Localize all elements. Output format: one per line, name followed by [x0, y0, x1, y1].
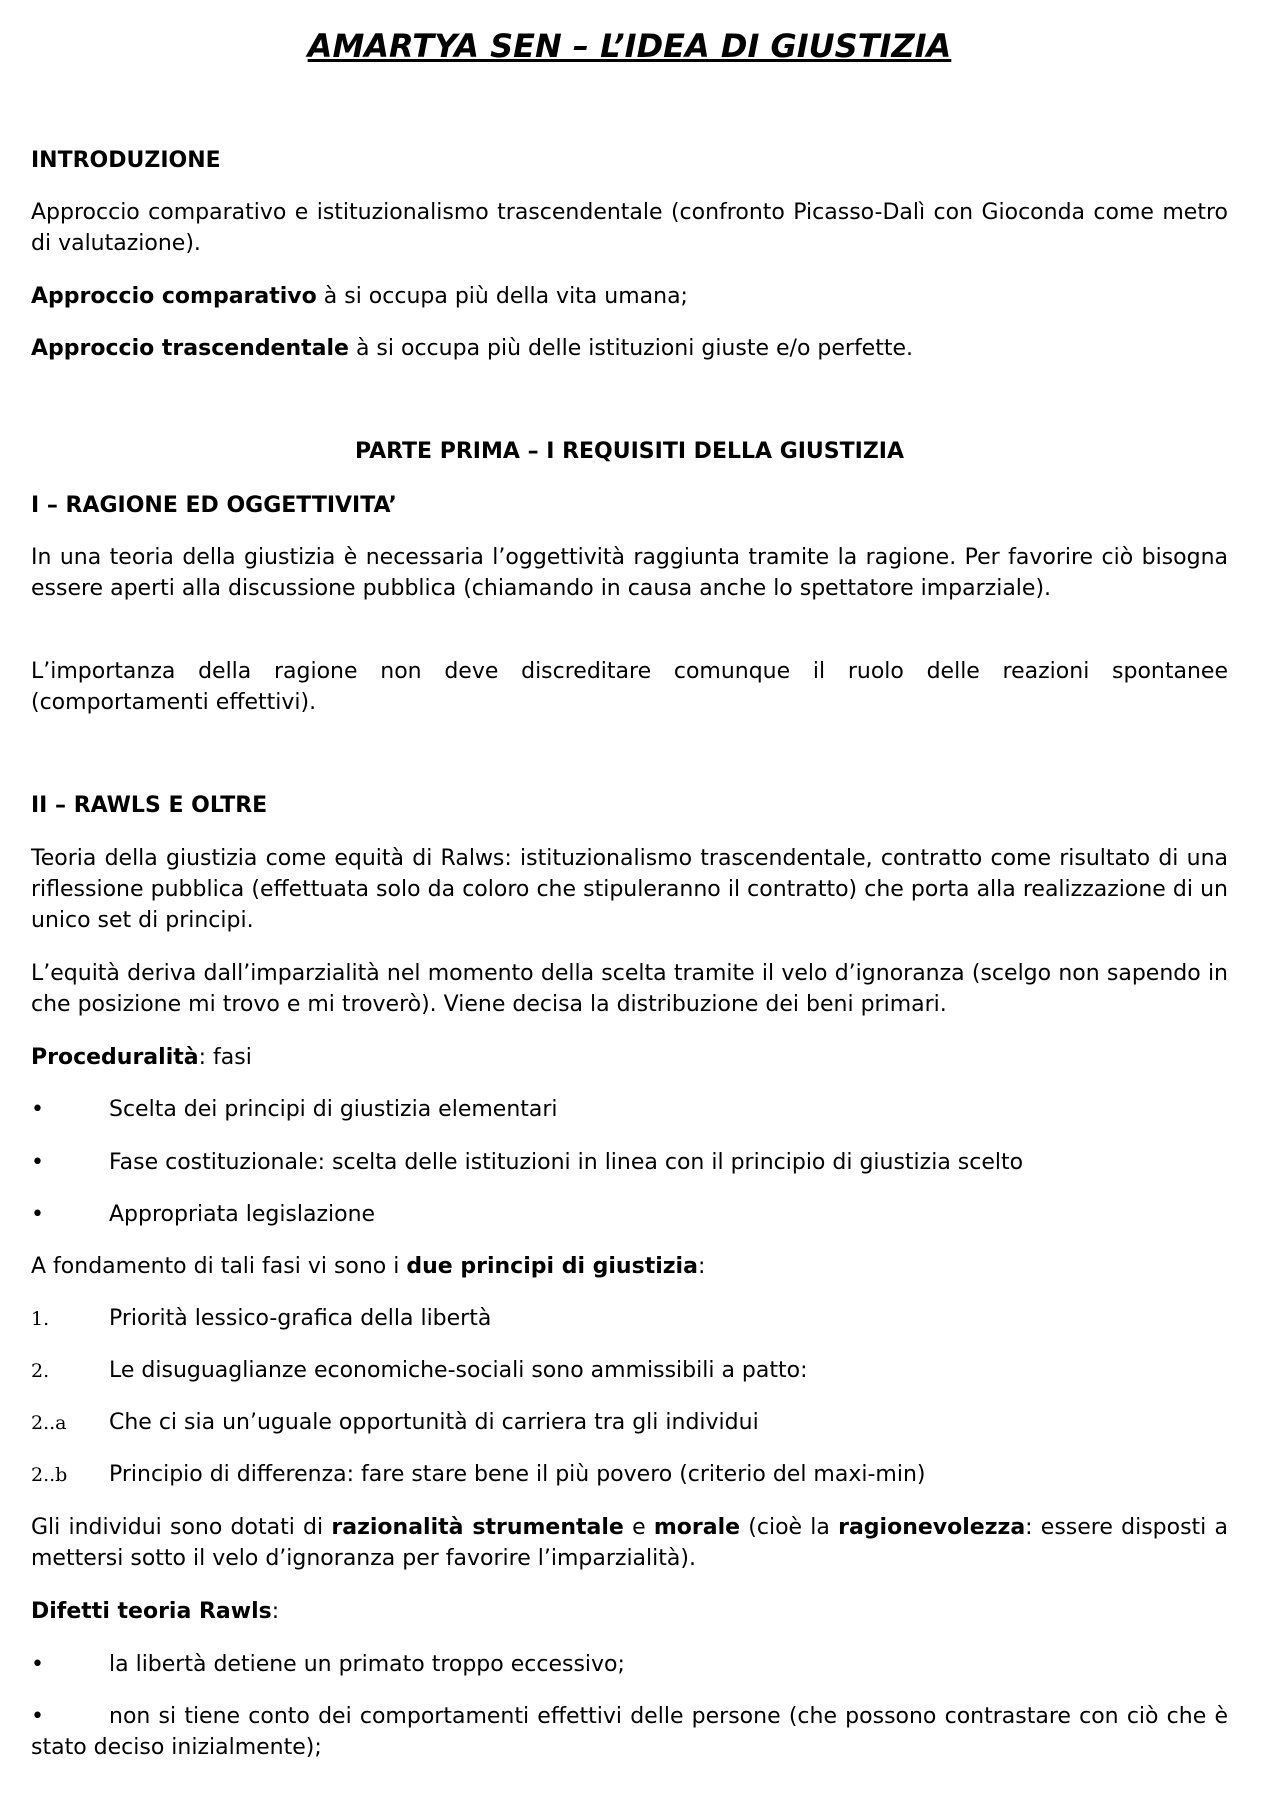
- trascendentale-line: [31, 333, 1228, 364]
- page-title: AMARTYA SEN – L’IDEA DI GIUSTIZIA: [307, 27, 952, 65]
- trascendentale-label: Approccio trascendentale: [31, 336, 349, 361]
- proceduralita-label: Proceduralità: [31, 1045, 199, 1070]
- individui-mid-2: (cioè la: [740, 1515, 839, 1540]
- section2-paragraph-1: Teoria della giustizia come equità di Ralws: istituzionalismo trascendentale, contratto come risultato di una riflessione pubblica (effettuata solo da coloro che stipuleranno il contratto) che porta alla realizzazione di un unico set di principi.: [31, 846, 1228, 933]
- bullet-marker: •: [31, 1097, 44, 1122]
- list-item-text: Che ci sia un’uguale opportunità di carriera tra gli individui: [109, 1410, 759, 1435]
- bullet-marker: •: [31, 1704, 44, 1729]
- section1-paragraph-1: In una teoria della giustizia è necessaria l’oggettività raggiunta tramite la ragione. Per favorire ciò bisogna essere aperti alla discussione pubblica (chiamando in causa anche lo spettatore imparziale).: [31, 545, 1228, 601]
- fondamento-line: [31, 1251, 1228, 1282]
- list-item: [31, 1459, 1228, 1491]
- difetti-label: Difetti teoria Rawls: [31, 1599, 272, 1624]
- trascendentale-text: à si occupa più delle istituzioni giuste e/o perfette.: [348, 336, 913, 361]
- section1-paragraph-2: L’importanza della ragione non deve discreditare comunque il ruolo delle reazioni spontanee (comportamenti effettivi).: [31, 659, 1228, 715]
- proceduralita-line: [31, 1042, 1228, 1073]
- list-item-text: Appropriata legislazione: [109, 1202, 376, 1227]
- list-item-text: Scelta dei principi di giustizia elementari: [109, 1097, 558, 1122]
- individui-pre: Gli individui sono dotati di: [31, 1515, 332, 1540]
- fondamento-pre: A fondamento di tali fasi vi sono i: [31, 1254, 407, 1279]
- comparativo-text: à si occupa più della vita umana;: [316, 284, 688, 309]
- individui-post: : essere disposti a mettersi sotto il velo d’ignoranza per favorire l’imparzialità).: [31, 1515, 1228, 1571]
- bullet-marker: •: [31, 1150, 44, 1175]
- list-item-text: Principio di differenza: fare stare bene il più povero (criterio del maxi-min): [109, 1462, 926, 1487]
- section2-paragraph-2: L’equità deriva dall’imparzialità nel momento della scelta tramite il velo d’ignoranza (scelgo non sapendo in che posizione mi trovo e mi troverò). Viene decisa la distribuzione dei beni primari.: [31, 961, 1228, 1017]
- individui-bold-3: ragionevolezza: [838, 1515, 1026, 1540]
- difetti-line: [31, 1596, 1228, 1627]
- list-item: [31, 1649, 1228, 1680]
- list-item: [31, 1303, 1228, 1335]
- intro-paragraph: Approccio comparativo e istituzionalismo trascendentale (confronto Picasso-Dalì con Gioconda come metro di valutazione).: [31, 200, 1228, 256]
- list-item: [31, 1199, 1228, 1230]
- list-number: 2.: [31, 1360, 50, 1382]
- list-item: [31, 1147, 1228, 1178]
- fondamento-post: :: [697, 1254, 706, 1279]
- individui-bold-1: razionalità strumentale: [331, 1515, 624, 1540]
- list-item-text: Fase costituzionale: scelta delle istituzioni in linea con il principio di giustizia scelto: [109, 1150, 1024, 1175]
- part-heading: PARTE PRIMA – I REQUISITI DELLA GIUSTIZIA: [354, 439, 905, 464]
- section1-heading: I – RAGIONE ED OGGETTIVITA’: [31, 493, 397, 518]
- list-item: [31, 1407, 1228, 1439]
- individui-mid-1: e: [623, 1515, 654, 1540]
- list-item: [31, 1094, 1228, 1125]
- comparativo-label: Approccio comparativo: [31, 284, 317, 309]
- list-number: 2..a: [31, 1412, 67, 1434]
- proceduralita-text: : fasi: [198, 1045, 252, 1070]
- list-number: 1.: [31, 1308, 50, 1330]
- list-item: [31, 1355, 1228, 1387]
- section2-heading: II – RAWLS E OLTRE: [31, 793, 268, 818]
- fondamento-bold: due principi di giustizia: [406, 1254, 698, 1279]
- bullet-marker: •: [31, 1202, 44, 1227]
- difetti-colon: :: [271, 1599, 280, 1624]
- individui-paragraph: [31, 1512, 1228, 1574]
- list-item-text: Le disuguaglianze economiche-sociali sono ammissibili a patto:: [109, 1358, 808, 1383]
- individui-bold-2: morale: [653, 1515, 741, 1540]
- comparativo-line: [31, 281, 1228, 312]
- list-item-text: Priorità lessico-grafica della libertà: [109, 1306, 492, 1331]
- list-item-text: la libertà detiene un primato troppo eccessivo;: [109, 1652, 625, 1677]
- bullet-marker: •: [31, 1652, 44, 1677]
- list-item-text: non si tiene conto dei comportamenti effettivi delle persone (che possono contrastare con ciò che è stato deciso inizialmente);: [31, 1704, 1228, 1760]
- intro-heading: INTRODUZIONE: [31, 148, 221, 173]
- list-item: [31, 1701, 1228, 1763]
- list-number: 2..b: [31, 1464, 68, 1486]
